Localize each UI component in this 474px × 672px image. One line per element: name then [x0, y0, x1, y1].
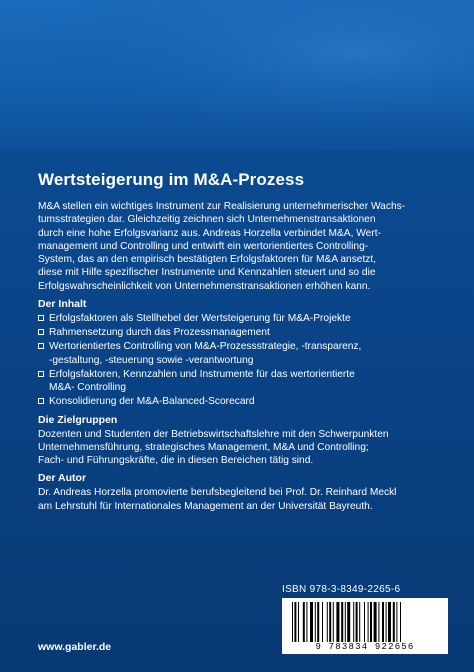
barcode-bar	[370, 602, 372, 642]
barcode-bar	[315, 602, 316, 642]
intro-line: durch eine hohe Erfolgsvarianz aus. Andreas Horzella verbindet M&A, Wert-	[38, 227, 381, 239]
cover-text	[38, 170, 438, 518]
barcode-bar	[294, 602, 296, 642]
zielgruppen-heading: Die Zielgruppen	[38, 413, 118, 426]
intro-line: System, das an den empirisch bestätigten Erfolgsfaktoren für M&A ansetzt,	[38, 254, 377, 266]
intro-line: Erfolgswahrscheinlichkeit von Unternehmenstransaktionen erhöhen kann.	[38, 280, 371, 292]
inhalt-heading: Der Inhalt	[38, 298, 87, 311]
barcode-bar	[359, 602, 360, 642]
barcode-bar	[388, 602, 391, 642]
intro-line: diese mit Hilfe spezifischer Instrumente und Kennzahlen steuert und so die	[38, 267, 376, 279]
square-bullet-icon	[38, 329, 44, 335]
intro-line: M&A stellen ein wichtiges Instrument zur Realisierung unternehmerischer Wachs-	[38, 201, 406, 212]
barcode-bar	[364, 602, 365, 642]
barcode-bar	[317, 602, 319, 642]
list-item: Rahmensetzung durch das Prozessmanagement	[38, 326, 438, 339]
barcode-bar	[341, 602, 343, 642]
publisher-url: www.gabler.de	[38, 641, 112, 653]
barcode-bar	[378, 602, 379, 642]
zielgruppen-paragraph: Dozenten und Studenten der Betriebswirtschaftslehre mit den Schwerpunkten Unternehmensführung, strategisches Management, M&A und Controlling; Fach- und Führungskräfte, die in diesen Bereichen tätig sind.	[38, 428, 389, 467]
barcode-bar	[336, 602, 339, 642]
barcode-bar	[382, 602, 384, 642]
book-title: Wertsteigerung im M&A-Prozess	[38, 170, 305, 189]
square-bullet-icon	[38, 315, 44, 321]
barcode-bar	[374, 602, 377, 642]
barcode-bar	[396, 602, 397, 642]
square-bullet-icon	[38, 343, 44, 349]
barcode-bar	[353, 602, 354, 642]
barcode-bar	[368, 602, 369, 642]
barcode-bar	[393, 602, 395, 642]
isbn-number: ISBN 978-3-8349-2265-6	[282, 584, 401, 595]
list-item: Erfolgsfaktoren, Kennzahlen und Instrumente für das wertorientierte M&A- Controlling	[38, 368, 438, 394]
intro-line: management und Controlling und entwirft ein wertorientiertes Controlling-	[38, 240, 369, 252]
barcode-bar	[345, 602, 346, 642]
barcode-bar	[292, 602, 293, 642]
autor-paragraph: Dr. Andreas Horzella promovierte berufsbegleitend bei Prof. Dr. Reinhard Meckl am Lehrstuhl für Internationales Management an der Universität Bayreuth.	[38, 487, 397, 512]
barcode-bar	[356, 602, 358, 642]
barcode-bar	[333, 602, 334, 642]
barcode-bar	[303, 602, 305, 642]
barcode-bar	[310, 602, 313, 642]
autor-heading: Der Autor	[38, 472, 87, 485]
barcode-bar	[306, 602, 307, 642]
barcode-bar	[327, 602, 328, 642]
top-gradient-band	[0, 0, 474, 150]
inhalt-list	[38, 312, 438, 408]
square-bullet-icon	[38, 371, 44, 377]
intro-line: tumsstrategien dar. Gleichzeitig zeichnen sich Unternehmenstransaktionen	[38, 214, 376, 226]
square-bullet-icon	[38, 398, 44, 404]
barcode-bar	[400, 602, 401, 642]
intro-paragraph	[38, 200, 438, 293]
barcode-bar	[386, 602, 387, 642]
barcode-bar	[322, 602, 323, 642]
barcode-digits: 9 783834 922656	[315, 642, 415, 652]
barcode-bar	[329, 602, 331, 642]
barcode	[282, 598, 448, 654]
barcode-bar	[298, 602, 299, 642]
list-item: Erfolgsfaktoren als Stellhebel der Wertsteigerung für M&A-Projekte	[38, 312, 438, 325]
barcode-bars	[290, 602, 440, 642]
barcode-bar	[347, 602, 350, 642]
list-item: Wertorientiertes Controlling von M&A-Prozessstrategie, -transparenz, -gestaltung, -steuerung sowie -verantwortung	[38, 340, 438, 366]
list-item: Konsolidierung der M&A-Balanced-Scorecard	[38, 395, 438, 408]
band-shading	[0, 0, 474, 150]
